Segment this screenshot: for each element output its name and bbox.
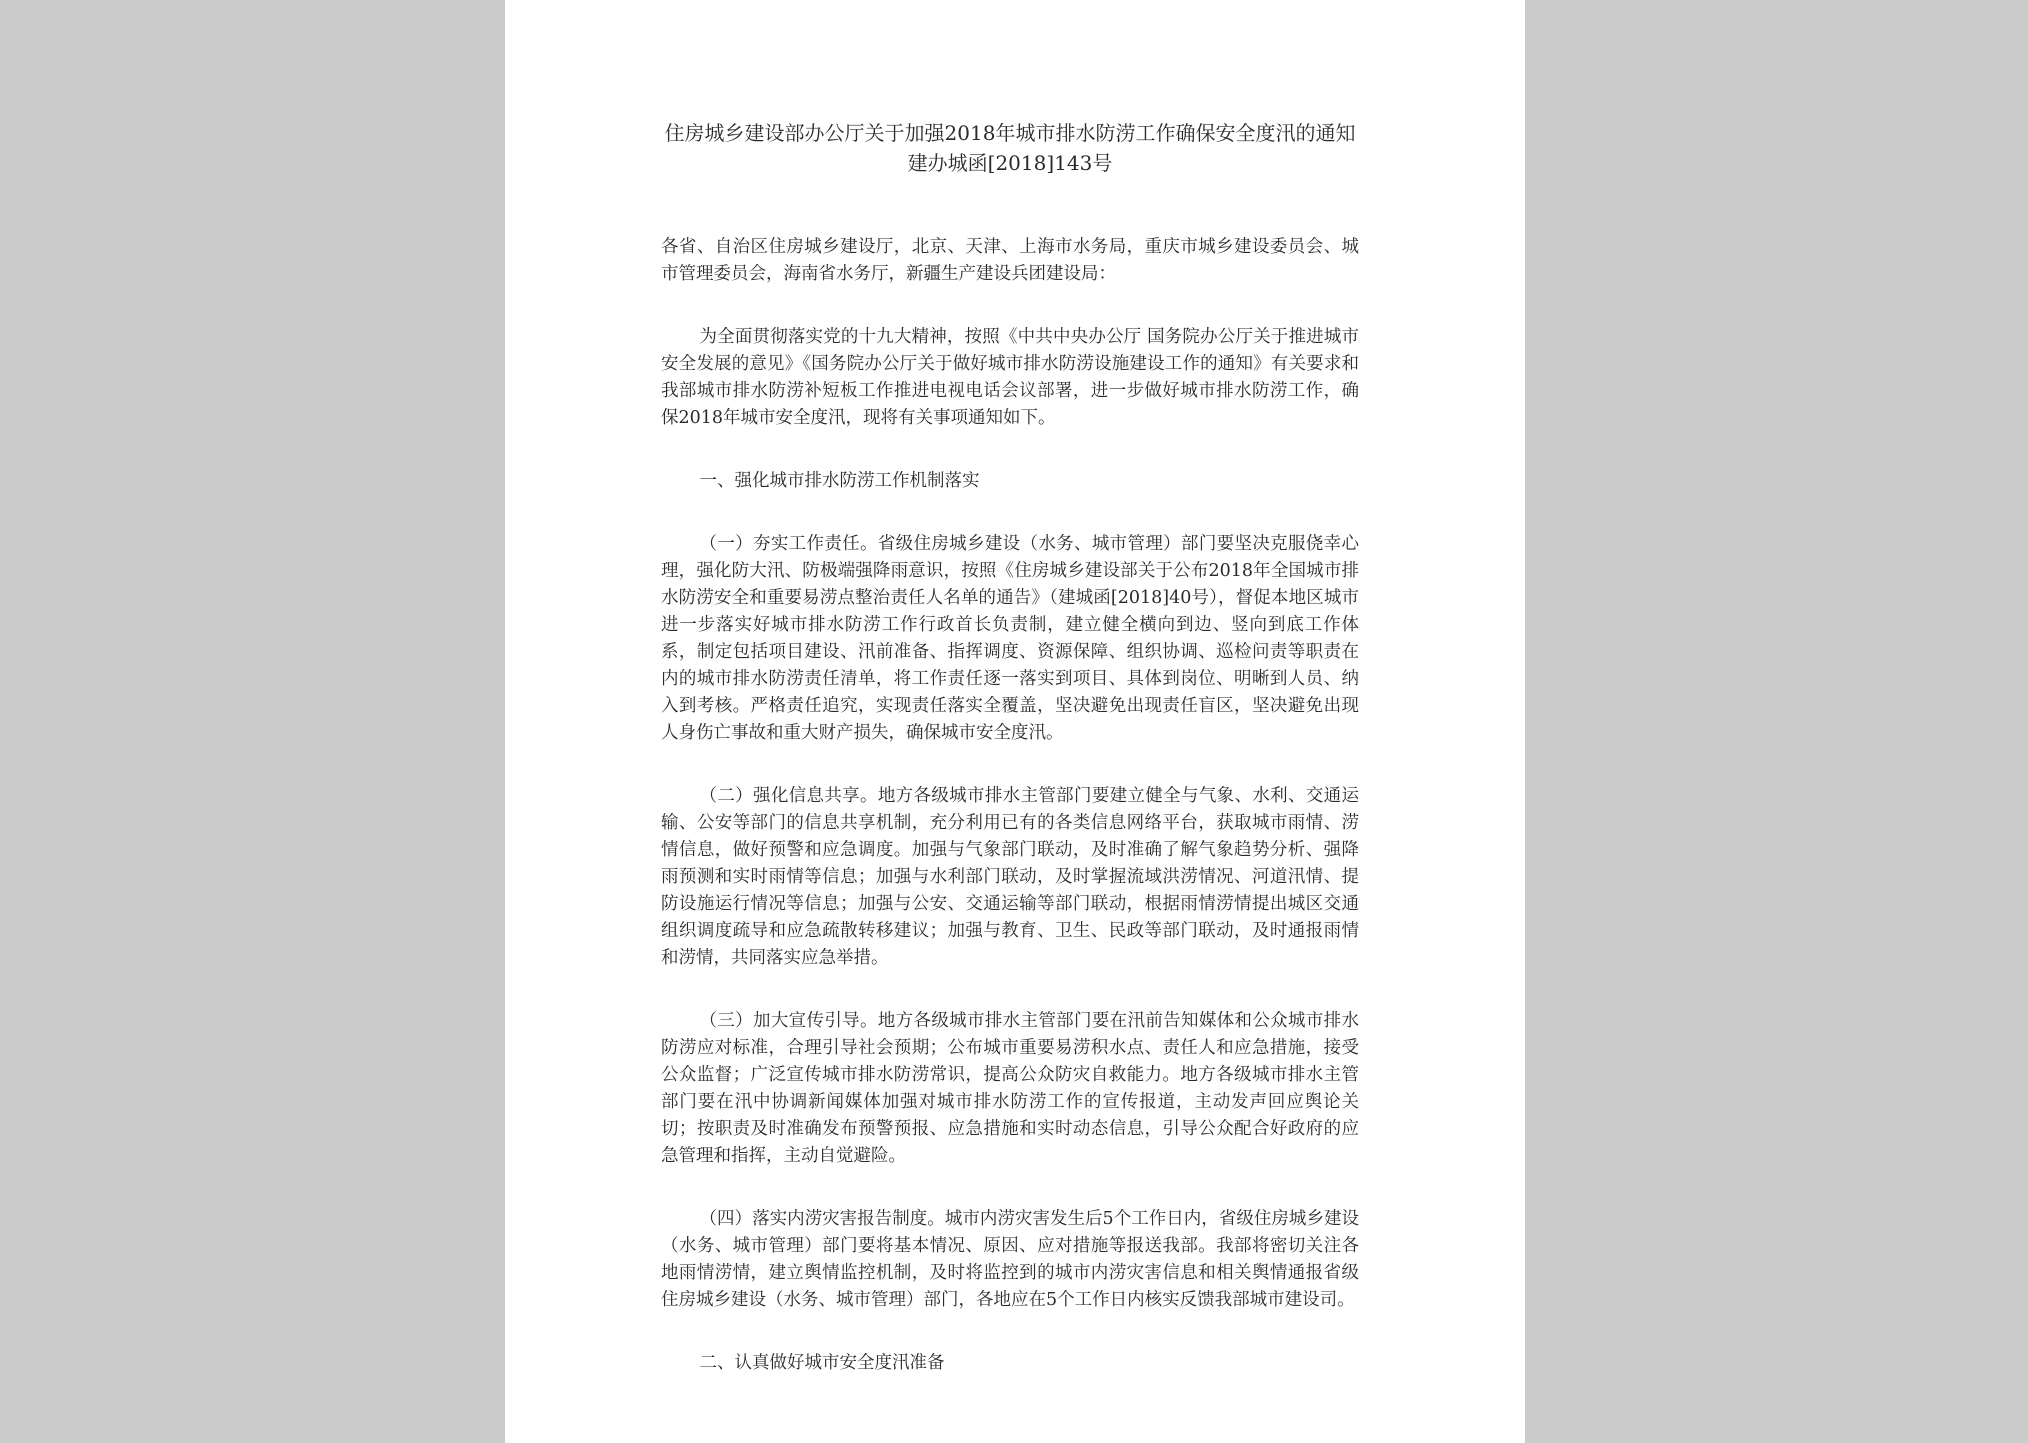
item-3-paragraph: （三）加大宣传引导。地方各级城市排水主管部门要在汛前告知媒体和公众城市排水防涝应对标准，合理引导社会预期；公布城市重要易涝积水点、责任人和应急措施，接受公众监督；广泛宣传城市排水防涝常识，提高公众防灾自救能力。地方各级城市排水主管部门要在汛中协调新闻媒体加强对城市排水防涝工作的宣传报道，主动发声回应舆论关切；按职责及时准确发布预警预报、应急措施和实时动态信息，引导公众配合好政府的应急管理和指挥，主动自觉避险。 (661, 1011, 1359, 1166)
document-page (505, 0, 1525, 1443)
item-1-paragraph: （一）夯实工作责任。省级住房城乡建设（水务、城市管理）部门要坚决克服侥幸心理，强化防大汛、防极端强降雨意识，按照《住房城乡建设部关于公布2018年全国城市排水防涝安全和重要易涝点整治责任人名单的通告》（建城函[2018]40号），督促本地区城市进一步落实好城市排水防涝工作行政首长负责制，建立健全横向到边、竖向到底工作体系，制定包括项目建设、汛前准备、指挥调度、资源保障、组织协调、巡检问责等职责在内的城市排水防涝责任清单，将工作责任逐一落实到项目、具体到岗位、明晰到人员、纳入到考核。严格责任追究，实现责任落实全覆盖，坚决避免出现责任盲区，坚决避免出现人身伤亡事故和重大财产损失，确保城市安全度汛。 (661, 534, 1359, 743)
intro-paragraph: 为全面贯彻落实党的十九大精神，按照《中共中央办公厅 国务院办公厅关于推进城市安全发展的意见》《国务院办公厅关于做好城市排水防涝设施建设工作的通知》有关要求和我部城市排水防涝补短板工作推进电视电话会议部署，进一步做好城市排水防涝工作，确保2018年城市安全度汛，现将有关事项通知如下。 (661, 327, 1359, 428)
section-2-heading: 二、认真做好城市安全度汛准备 (699, 1353, 945, 1373)
item-4-paragraph: （四）落实内涝灾害报告制度。城市内涝灾害发生后5个工作日内，省级住房城乡建设（水务、城市管理）部门要将基本情况、原因、应对措施等报送我部。我部将密切关注各地雨情涝情，建立舆情监控机制，及时将监控到的城市内涝灾害信息和相关舆情通报省级住房城乡建设（水务、城市管理）部门，各地应在5个工作日内核实反馈我部城市建设司。 (661, 1209, 1359, 1310)
title-block (661, 118, 1359, 178)
section-1-heading: 一、强化城市排水防涝工作机制落实 (699, 471, 980, 491)
item-2-paragraph: （二）强化信息共享。地方各级城市排水主管部门要建立健全与气象、水利、交通运输、公安等部门的信息共享机制，充分利用已有的各类信息网络平台，获取城市雨情、涝情信息，做好预警和应急调度。加强与气象部门联动，及时准确了解气象趋势分析、强降雨预测和实时雨情等信息；加强与水利部门联动，及时掌握流域洪涝情况、河道汛情、提防设施运行情况等信息；加强与公安、交通运输等部门联动，根据雨情涝情提出城区交通组织调度疏导和应急疏散转移建议；加强与教育、卫生、民政等部门联动，及时通报雨情和涝情，共同落实应急举措。 (661, 786, 1359, 968)
addressee-paragraph: 各省、自治区住房城乡建设厅，北京、天津、上海市水务局，重庆市城乡建设委员会、城市管理委员会，海南省水务厅，新疆生产建设兵团建设局： (661, 237, 1359, 284)
document-number: 建办城函[2018]143号 (907, 151, 1113, 175)
document-title: 住房城乡建设部办公厅关于加强2018年城市排水防涝工作确保安全度汛的通知 (664, 121, 1356, 145)
